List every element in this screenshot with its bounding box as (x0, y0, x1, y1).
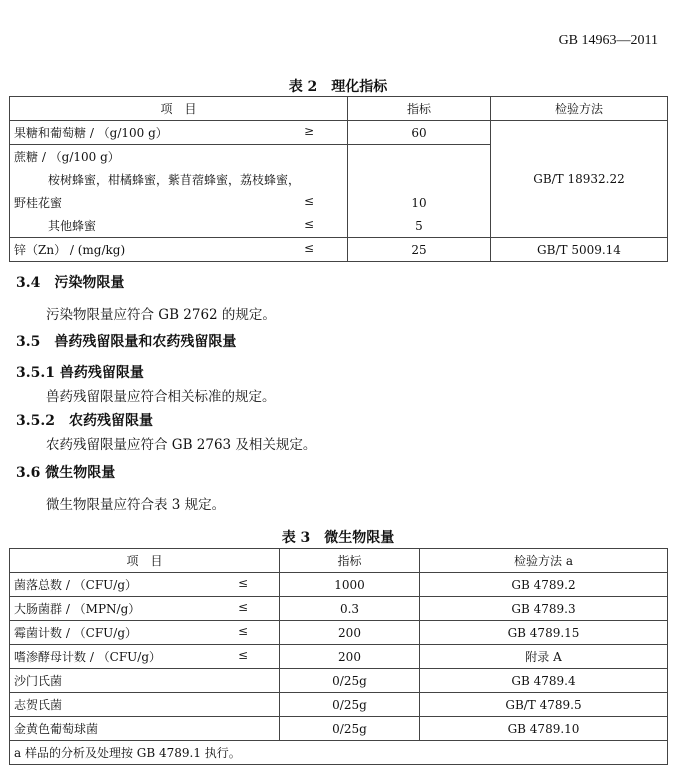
table-cell: 其他蜂蜜 ≤ (10, 214, 348, 238)
table-cell: 锌（Zn） / (mg/kg) ≤ (10, 238, 348, 262)
table3-caption: 表 3 微生物限量 (281, 530, 395, 546)
table-cell: 25 (348, 238, 491, 262)
table-cell: GB/T 4789.5 (420, 693, 668, 717)
table-cell: 菌落总数 / （CFU/g） ≤ (10, 573, 280, 597)
comparison-symbol: ≤ (304, 241, 315, 255)
table-header: 项 目 (10, 97, 348, 121)
table-header: 检验方法 a (420, 549, 668, 573)
comparison-symbol: ≥ (304, 124, 315, 138)
table-cell: 霉菌计数 / （CFU/g） ≤ (10, 621, 280, 645)
comparison-symbol: ≤ (238, 576, 249, 590)
table-cell: GB 4789.10 (420, 717, 668, 741)
section-heading-3-5-2: 3.5.2 农药残留限量 (16, 413, 153, 429)
section-text-3-6: 微生物限量应符合表 3 规定。 (46, 497, 226, 513)
table3 (9, 548, 668, 765)
table-cell (348, 145, 491, 169)
table-cell: GB/T 18932.22 (491, 121, 668, 238)
table-cell: GB 4789.2 (420, 573, 668, 597)
table-cell: 金黄色葡萄球菌 (10, 717, 280, 741)
table-header: 检验方法 (491, 97, 668, 121)
comparison-symbol: ≤ (238, 648, 249, 662)
section-heading-3-5-1: 3.5.1 兽药残留限量 (16, 365, 144, 381)
table-cell: 果糖和葡萄糖 / （g/100 g） ≥ (10, 121, 348, 145)
table-cell: 蔗糖 / （g/100 g） (10, 145, 348, 169)
table-cell: 60 (348, 121, 491, 145)
table-row (10, 717, 668, 741)
table-cell: GB/T 5009.14 (491, 238, 668, 262)
table-cell: 0/25g (280, 717, 420, 741)
table-cell: GB 4789.3 (420, 597, 668, 621)
table-row (10, 97, 668, 121)
table-cell: 志贺氏菌 (10, 693, 280, 717)
table-footnote: a 样品的分析及处理按 GB 4789.1 执行。 (10, 741, 668, 765)
table-cell: 0.3 (280, 597, 420, 621)
table-cell: GB 4789.4 (420, 669, 668, 693)
section-heading-3-5: 3.5 兽药残留限量和农药残留限量 (16, 334, 237, 350)
section-heading-3-6: 3.6 微生物限量 (16, 465, 116, 481)
standard-number: GB 14963—2011 (558, 33, 658, 48)
table-cell: 0/25g (280, 669, 420, 693)
table-row (10, 597, 668, 621)
table-cell: 1000 (280, 573, 420, 597)
table-cell: 沙门氏菌 (10, 669, 280, 693)
table-header: 项 目 (10, 549, 280, 573)
table-cell: 10 (348, 191, 491, 214)
table-row (10, 645, 668, 669)
comparison-symbol: ≤ (238, 624, 249, 638)
table-cell: 嗜渗酵母计数 / （CFU/g） ≤ (10, 645, 280, 669)
section-text-3-5-1: 兽药残留限量应符合相关标准的规定。 (46, 389, 276, 405)
table-row (10, 549, 668, 573)
table-row (10, 121, 668, 145)
table2-caption: 表 2 理化指标 (288, 79, 388, 95)
table-cell: 附录 A (420, 645, 668, 669)
table-row (10, 741, 668, 765)
comparison-symbol: ≤ (238, 600, 249, 614)
table-cell: 野桂花蜜 ≤ (10, 191, 348, 214)
table-row (10, 621, 668, 645)
table-cell (348, 168, 491, 191)
table-cell: 0/25g (280, 693, 420, 717)
section-text-3-5-2: 农药残留限量应符合 GB 2763 及相关规定。 (46, 437, 317, 453)
table-row (10, 573, 668, 597)
table2 (9, 96, 668, 262)
section-text-3-4: 污染物限量应符合 GB 2762 的规定。 (46, 307, 276, 323)
table-cell: 200 (280, 645, 420, 669)
table-cell: 大肠菌群 / （MPN/g） ≤ (10, 597, 280, 621)
table-header: 指标 (348, 97, 491, 121)
comparison-symbol: ≤ (304, 217, 315, 231)
comparison-symbol: ≤ (304, 194, 315, 208)
section-heading-3-4: 3.4 污染物限量 (16, 275, 125, 291)
table-header: 指标 (280, 549, 420, 573)
table-row (10, 238, 668, 262)
table-row (10, 669, 668, 693)
table-cell: GB 4789.15 (420, 621, 668, 645)
table-cell: 200 (280, 621, 420, 645)
table-row (10, 693, 668, 717)
table-cell: 5 (348, 214, 491, 238)
table-cell: 桉树蜂蜜，柑橘蜂蜜，紫苜蓿蜂蜜，荔枝蜂蜜， (10, 168, 348, 191)
